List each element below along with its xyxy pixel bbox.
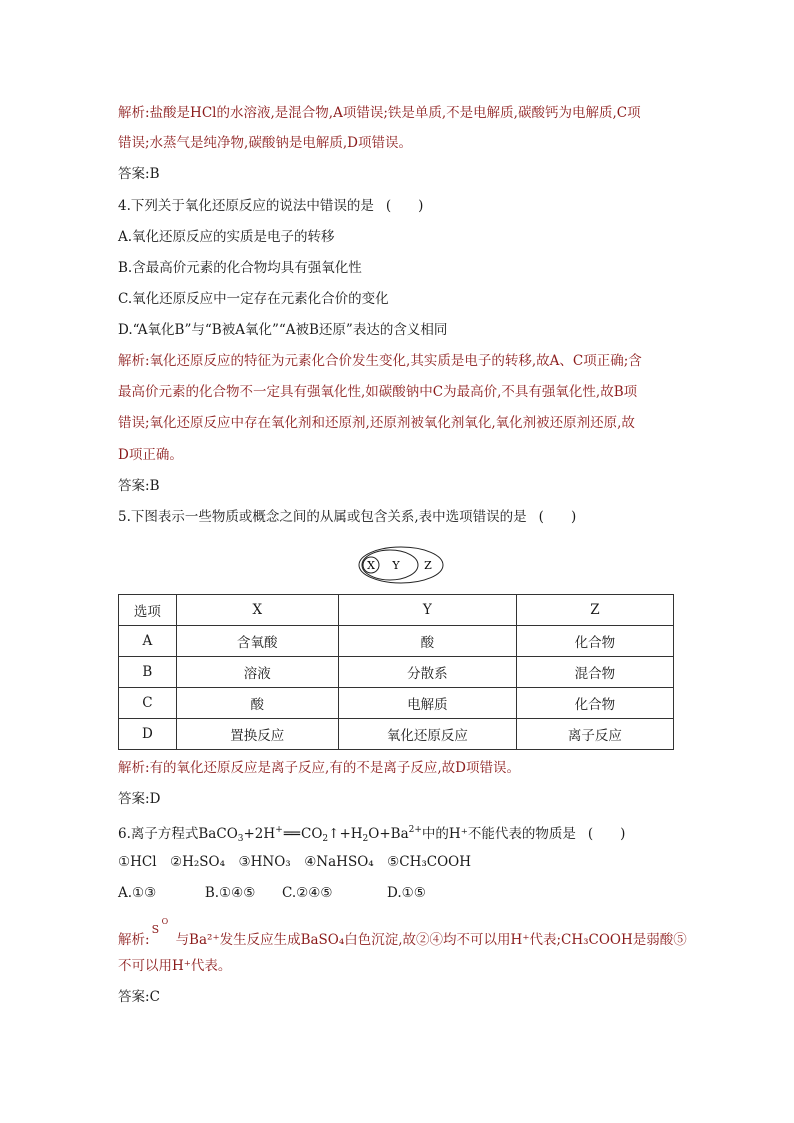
q4-analysis-line4: D项正确。 bbox=[118, 447, 183, 463]
table-cell: 混合物 bbox=[516, 657, 673, 688]
table-cell: 离子反应 bbox=[516, 719, 673, 750]
table-cell: 化合物 bbox=[516, 688, 673, 719]
table-header: X bbox=[176, 595, 338, 626]
table-cell: A bbox=[119, 626, 177, 657]
q3-answer: 答案:B bbox=[118, 166, 160, 182]
label-x: X bbox=[367, 559, 375, 572]
q4-option-d: D.“A氧化B”与“B被A氧化”“A被B还原”表达的含义相同 bbox=[118, 322, 448, 338]
q5-answer: 答案:D bbox=[118, 791, 161, 807]
table-cell: D bbox=[119, 719, 177, 750]
table-cell: C bbox=[119, 688, 177, 719]
q6-answer: 答案:C bbox=[118, 989, 160, 1005]
q6-stem: 6.离子方程式$BaCO_3+2H^+══CO_2↑+H_2O+Ba^{2+}$中的H⁺不能代表的物质是 ( ) bbox=[118, 825, 626, 844]
table-header: Z bbox=[516, 595, 673, 626]
q6-option-d: D.①⑤ bbox=[387, 885, 426, 901]
q6-option-b: B.①④⑤ bbox=[204, 885, 256, 901]
q4-analysis-line2: 最高价元素的化合物不一定具有强氧化性,如碳酸钠中C为最高价,不具有强氧化性,故B项 bbox=[118, 384, 638, 400]
table-cell: 分散系 bbox=[338, 657, 516, 688]
table-header: 选项 bbox=[119, 595, 177, 626]
q6-options bbox=[118, 883, 426, 903]
table-cell: 电解质 bbox=[338, 688, 516, 719]
q3-analysis-line2: 错误;水蒸气是纯净物,碳酸钠是电解质,D项错误。 bbox=[118, 135, 412, 151]
table-header: Y bbox=[338, 595, 516, 626]
table-row bbox=[119, 657, 674, 688]
q6-option-c: C.②④⑤ bbox=[281, 885, 333, 901]
sulfate-ion-formula: S O bbox=[151, 917, 169, 936]
q6-option-a: A.①③ bbox=[118, 885, 157, 901]
table-row bbox=[119, 626, 674, 657]
table-cell: 化合物 bbox=[516, 626, 673, 657]
q6-analysis-line1: 解析: S O 与Ba²⁺发生反应生成BaSO₄白色沉淀,故②④均不可以用H⁺代表;CH₃COOH是弱酸⑤ bbox=[118, 917, 687, 948]
q3-analysis-line1: 解析:盐酸是HCl的水溶液,是混合物,A项错误;铁是单质,不是电解质,碳酸钙为电解质,C项 bbox=[118, 105, 641, 121]
q6-choices: ①HCl ②H₂SO₄ ③HNO₃ ④NaHSO₄ ⑤CH₃COOH bbox=[118, 854, 472, 870]
table-cell: 酸 bbox=[338, 626, 516, 657]
q5-stem: 5.下图表示一些物质或概念之间的从属或包含关系,表中选项错误的是 ( ) bbox=[118, 509, 577, 525]
table-cell: 酸 bbox=[176, 688, 338, 719]
table-cell: 溶液 bbox=[176, 657, 338, 688]
table-cell: B bbox=[119, 657, 177, 688]
table-row bbox=[119, 688, 674, 719]
venn-diagram bbox=[357, 545, 445, 585]
q4-stem: 4.下列关于氧化还原反应的说法中错误的是 ( ) bbox=[118, 198, 424, 214]
q4-option-b: B.含最高价元素的化合物均具有强氧化性 bbox=[118, 260, 362, 276]
label-y: Y bbox=[392, 559, 400, 572]
q6-analysis-line2: 不可以用H⁺代表。 bbox=[118, 958, 232, 974]
table-cell: 置换反应 bbox=[176, 719, 338, 750]
table-header-row bbox=[119, 595, 674, 626]
table-row bbox=[119, 719, 674, 750]
analysis-label: 解析: bbox=[118, 105, 150, 121]
label-z: Z bbox=[424, 559, 432, 572]
table-cell: 氧化还原反应 bbox=[338, 719, 516, 750]
q4-option-c: C.氧化还原反应中一定存在元素化合价的变化 bbox=[118, 291, 389, 307]
q4-analysis-line3: 错误;氧化还原反应中存在氧化剂和还原剂,还原剂被氧化剂氧化,氧化剂被还原剂还原,故 bbox=[118, 415, 635, 431]
q4-option-a: A.氧化还原反应的实质是电子的转移 bbox=[118, 229, 335, 245]
q4-answer: 答案:B bbox=[118, 478, 160, 494]
q5-analysis: 解析:有的氧化还原反应是离子反应,有的不是离子反应,故D项错误。 bbox=[118, 760, 520, 776]
options-table bbox=[118, 594, 674, 750]
q4-analysis-line1: 解析:氧化还原反应的特征为元素化合价发生变化,其实质是电子的转移,故A、C项正确;含 bbox=[118, 353, 642, 369]
table-cell: 含氧酸 bbox=[176, 626, 338, 657]
